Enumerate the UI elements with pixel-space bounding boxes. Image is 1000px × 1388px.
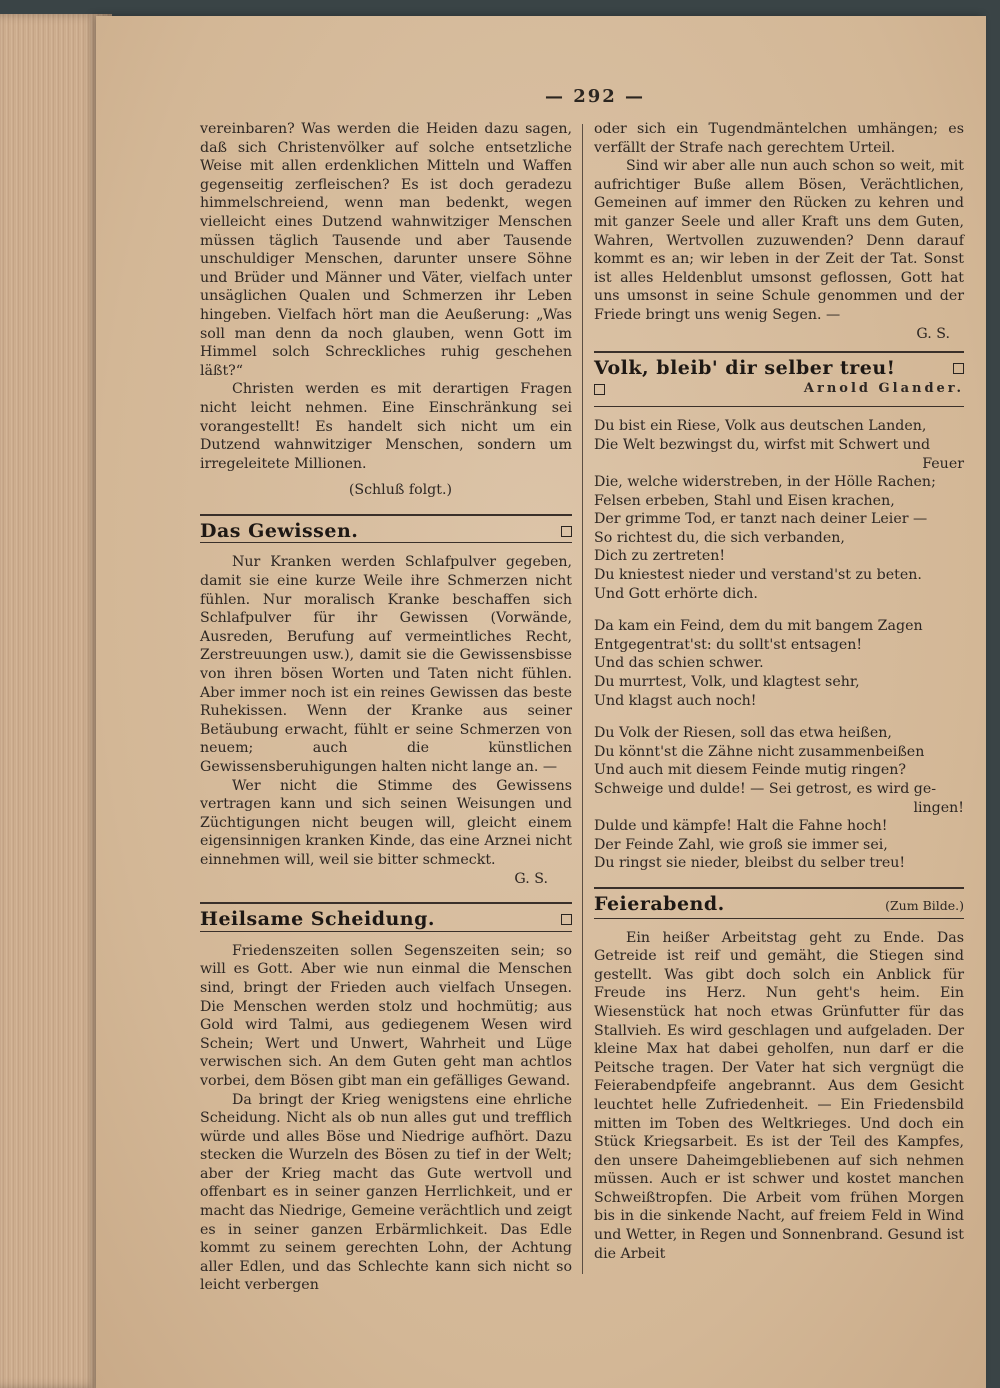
continuation-paragraph: oder sich ein Tugendmäntelchen umhängen; es verfällt der Strafe nach gerechtem Urteil.: [594, 121, 964, 156]
poem-line: Und klagst auch noch!: [594, 692, 757, 709]
poem-line: Du kniestest nieder und verstand'st zu beten.: [594, 567, 922, 584]
section-rule: [200, 902, 572, 904]
poem-line: Feuer: [922, 455, 964, 472]
intro-paragraph: Christen werden es mit derartigen Fragen nicht leicht nehmen. Eine Einschränkung sei vorangestellt! Es handelt sich nicht um ein Dutzend wahnwitziger Menschen, sondern um irregeleitete Millionen.: [200, 381, 572, 472]
poem-line: Und auch mit diesem Feinde mutig ringen?: [594, 762, 906, 779]
gewissen-paragraph: Wer nicht die Stimme des Gewissens vertragen kann und sich seinen Weisungen und Züchtigungen nicht beugen will, gleicht einem eigensinnigen kranken Kinde, das eine Arznei nicht einnehmen will, weil sie bitter schmeckt.: [200, 777, 572, 868]
poem-line: Entgegentrat'st: du sollt'st entsagen!: [594, 636, 863, 653]
poem-title: Volk, bleib' dir selber treu!: [594, 357, 896, 380]
continuation-note: (Schluß folgt.): [348, 482, 452, 499]
poem-line: Du murrtest, Volk, und klagtest sehr,: [594, 674, 860, 691]
section-underline: [200, 931, 572, 932]
section-header-feierabend: [594, 892, 964, 916]
poem-stanza: [594, 617, 964, 710]
poem-line: Der grimme Tod, er tanzt nach deiner Leier —: [594, 511, 928, 528]
poem-line: Du könnt'st die Zähne nicht zusammenbeißen: [594, 743, 925, 760]
page-number: — 292 —: [544, 86, 646, 107]
section-rule: [594, 351, 964, 353]
poem-line: Der Feinde Zahl, wie groß sie immer sei,: [594, 836, 888, 853]
poem-stanza: [594, 724, 964, 873]
poem-line: Du bist ein Riese, Volk aus deutschen Landen,: [594, 418, 927, 435]
poem-line: Und das schien schwer.: [594, 655, 764, 672]
section-header-gewissen: [200, 519, 572, 542]
continuation-signature: G. S.: [916, 325, 950, 342]
right-column: [594, 120, 964, 1263]
poem-stanza: [594, 417, 964, 603]
square-ornament-icon: [594, 384, 605, 395]
left-column: [200, 120, 572, 1295]
poem-author-row: [594, 380, 964, 399]
feierabend-paragraph: Ein heißer Arbeitstag geht zu Ende. Das Getreide ist reif und gemäht, die Stiegen sind gestellt. Was gibt doch solch ein Anblick für Freude ins Herz. Nun geht's heim. Ein Wiesenstück hat noch etwas Grünfutter für das Stallvieh. Es wird geschlagen und aufgeladen. Der kleine Max hat dabei geholfen, nun darf er die Peitsche tragen. Der Vater hat sich vergnügt die Feierabendpfeife angebrannt. Aus dem Gesicht leuchtet helle Zufriedenheit. — Ein Friedensbild mitten im Toben des Weltkrieges. Und doch ein Stück Kriegsarbeit. Es ist der Teil des Kampfes, den unsere Daheimgebliebenen auf sich nehmen müssen. Auch er ist schwer und kostet manchen Schweißtropfen. Die Arbeit vom frühen Morgen bis in die sinkende Nacht, auf freiem Feld in Wind und Wetter, in Regen und Sonnenbrand. Gesund ist die Arbeit: [594, 929, 965, 1262]
section-title-gewissen: Das Gewissen.: [200, 519, 359, 542]
section-underline: [200, 542, 572, 543]
gewissen-signature: G. S.: [514, 870, 548, 887]
section-subtitle-feierabend: (Zum Bilde.): [885, 897, 964, 913]
column-divider: [582, 124, 583, 1274]
poem-line: lingen!: [913, 799, 964, 816]
section-title-scheidung: Heilsame Scheidung.: [200, 908, 436, 931]
section-rule: [200, 514, 572, 516]
poem-line: Und Gott erhörte dich.: [594, 585, 758, 602]
section-rule: [594, 887, 964, 889]
poem-underline: [594, 406, 964, 407]
poem-author: Arnold Glander.: [803, 380, 964, 396]
poem-line: Du ringst sie nieder, bleibst du selber treu!: [594, 855, 906, 872]
scheidung-paragraph: Da bringt der Krieg wenigstens eine ehrliche Scheidung. Nicht als ob nun alles gut und trefflich würde und alles Böse und Niedrige aufhört. Dazu stecken die Wurzeln des Bösen zu tief in der Welt; aber der Krieg macht das Gute wertvoll und offenbart es in seiner ganzen Herrlichkeit, und er macht das Niedrige, Gemeine verächtlich und zeigt es in seiner ganzen Erbärmlichkeit. Das Edle kommt zu seinem gerechten Lohn, der Achtung aller Edlen, und das Schlechte kann sich nicht so leicht verbergen: [200, 1091, 572, 1294]
intro-paragraph: vereinbaren? Was werden die Heiden dazu sagen, daß sich Christenvölker auf solche entsetzliche Weise mit allen erdenklichen Mitteln und Waffen gegenseitig zerfleischen? Es ist doch geradezu himmelschreiend, wenn man bedenkt, wegen vielleicht eines Dutzend wahnwitziger Menschen müssen täglich Tausende und aber Tausende unschuldiger Menschen, darunter unsere Söhne und Brüder und Männer und Väter, vielfach unter unsäglichen Qualen und Schmerzen ihr Leben hingeben. Vielfach hört man die Aeußerung: „Was soll man denn da noch glauben, wenn Gott im Himmel solch Schreckliches ruhig geschehen läßt?“: [200, 121, 572, 379]
continuation-paragraph: Sind wir aber alle nun auch schon so weit, mit aufrichtiger Buße allem Bösen, Verächtlichen, Gemeinen auf immer den Rücken zu kehren und mit ganzer Seele und aller Kraft uns dem Guten, Wahren, Wertvollen zuzuwenden? Denn darauf kommt es an; wir leben in der Zeit der Tat. Sonst ist alles Heldenblut umsonst geflossen, Gott hat uns umsonst in seine Schule genommen und der Friede bringt uns wenig Segen. —: [594, 158, 964, 323]
poem-body: [594, 417, 964, 873]
square-ornament-icon: [561, 914, 572, 925]
poem-line: Die, welche widerstreben, in der Hölle Rachen;: [594, 474, 936, 491]
poem-line: Du Volk der Riesen, soll das etwa heißen,: [594, 725, 892, 742]
poem-line: Die Welt bezwingst du, wirfst mit Schwert und: [594, 436, 931, 453]
section-underline: [594, 918, 964, 919]
square-ornament-icon: [953, 363, 964, 374]
poem-line: Felsen erbeben, Stahl und Eisen krachen,: [594, 492, 895, 509]
section-header-scheidung: [200, 910, 572, 929]
poem-line: Schweige und dulde! — Sei getrost, es wird ge-: [594, 781, 937, 797]
gewissen-paragraph: Nur Kranken werden Schlafpulver gegeben, damit sie eine kurze Weile ihre Schmerzen nicht fühlen. Nur moralisch Kranke beschaffen sich Schlafpulver für ihr Gewissen (Vorwände, Ausreden, Berufung auf vermeintliches Recht, Zerstreuungen usw.), damit sie die Gewissensbisse von ihren bösen Worten und Taten nicht fühlen. Aber immer noch ist ein reines Gewissen das beste Ruhekissen. Wenn der Kranke aus seiner Betäubung erwacht, fühlt er seine Schmerzen von neuem; auch die künstlichen Gewissensberuhigungen halten nicht lange an. —: [200, 554, 572, 775]
section-title-feierabend: Feierabend.: [594, 892, 725, 915]
poem-line: So richtest du, die sich verbanden,: [594, 529, 845, 546]
square-ornament-icon: [561, 526, 572, 537]
poem-line: Dulde und kämpfe! Halt die Fahne hoch!: [594, 818, 888, 835]
poem-header: [594, 359, 964, 378]
poem-line: Dich zu zertreten!: [594, 548, 726, 565]
poem-line: Da kam ein Feind, dem du mit bangem Zagen: [594, 618, 923, 635]
scheidung-paragraph: Friedenszeiten sollen Segenszeiten sein; so will es Gott. Aber wie nun einmal die Menschen sind, bringt der Frieden auch vielfach Unsegen. Die Menschen werden stolz und hochmütig; aus Gold wird Talmi, aus gediegenem Wesen wird Schein; Wert und Unwert, Wahrheit und Lüge verwischen sich. An dem Guten geht man achtlos vorbei, dem Bösen gibt man ein gefälliges Gewand.: [200, 942, 572, 1089]
